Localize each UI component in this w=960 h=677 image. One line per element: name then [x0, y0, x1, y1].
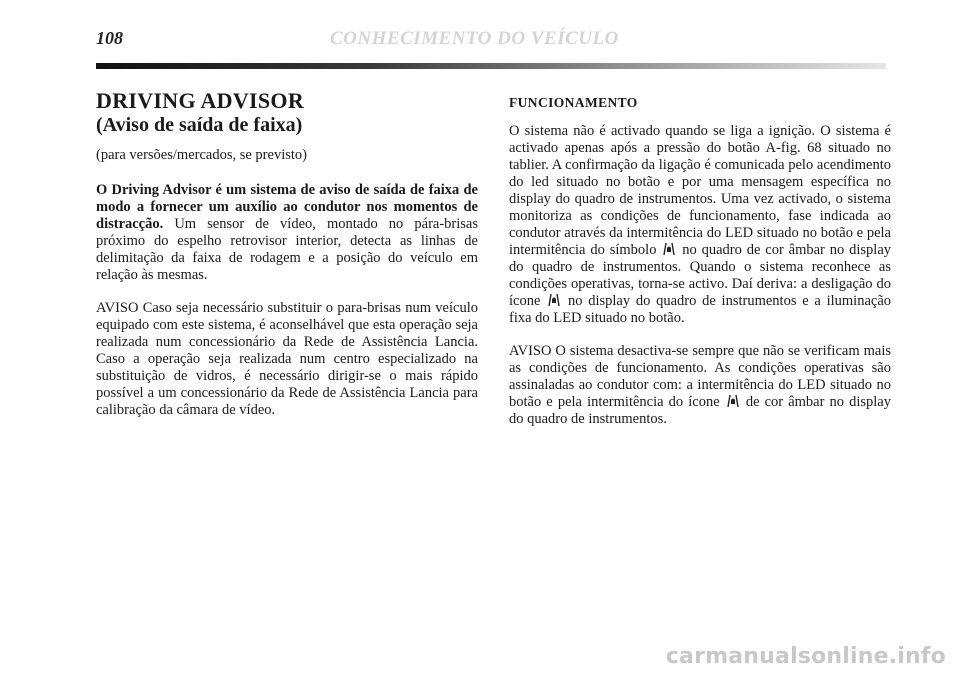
watermark: carmanualsonline.info: [665, 644, 946, 669]
deactivation-warning: [509, 343, 891, 428]
section-subtitle: (Aviso de saída de faixa): [96, 114, 303, 136]
header-rule: [96, 63, 886, 69]
deactivation-text-1: AVISO O sistema desactiva-se sempre que não se verificam mais as condições de funcionamento. As condições operativas são assinaladas ao condutor com: a intermitência do LED situado no botão e pela intermitência do ícone: [509, 343, 891, 410]
left-column: [96, 88, 478, 435]
availability-note: (para versões/mercados, se previsto): [96, 147, 307, 163]
lane-departure-icon: [548, 293, 560, 307]
windscreen-warning: AVISO Caso seja necessário substituir o para-brisas num veículo equipado com este sistema, é aconselhável que esta operação seja realizada num concessionário da Rede de Assistência Lancia. Caso a operação seja realizada num centro especializado na substituição de vidros, é necessário dirigir-se o mais rápido possível a um concessionário da Rede de Assistência Lancia para calibração da câmara de vídeo.: [96, 300, 478, 418]
operation-paragraph: [509, 123, 891, 327]
page-number: 108: [96, 28, 123, 48]
operation-text-1: O sistema não é activado quando se liga a ignição. O sistema é activado apenas após a pressão do botão A-fig. 68 situado no tablier. A confirmação da ligação é comunicada pelo acendimento do led situado no botão e por uma mensagem específica no display do quadro de instrumentos. Uma vez activado, o sistema monitoriza as condições de funcionamento, fase indicada ao condutor através da intermitência do LED situado no botão e pela intermitência do símbolo: [509, 123, 891, 258]
operation-text-3: no display do quadro de instrumentos e a iluminação fixa do LED situado no botão.: [509, 293, 892, 326]
right-column: [509, 88, 891, 444]
intro-paragraph: [96, 182, 478, 284]
lane-departure-icon: [727, 394, 739, 408]
deactivation-text-2: de cor âmbar no display do quadro de instrumentos.: [509, 394, 891, 427]
intro-bold-text: O Driving Advisor é um sistema de aviso de saída de faixa de modo a fornecer um auxílio ao condutor nos momentos de distracção.: [96, 182, 478, 232]
section-title: DRIVING ADVISOR: [96, 88, 305, 113]
operation-text-2: no quadro de cor âmbar no display do quadro de instrumentos. Quando o sistema reconhece as condições operativas, torna-se activo. Daí deriva: a desligação do ícone: [509, 242, 892, 309]
intro-text: Um sensor de vídeo, montado no pára-brisas próximo do espelho retrovisor interior, detecta as linhas de delimitação da faixa de rodagem e a posição do veículo em relação às mesmas.: [96, 216, 478, 283]
operation-heading: FUNCIONAMENTO: [509, 95, 638, 110]
lane-departure-icon: [663, 242, 675, 256]
running-header: CONHECIMENTO DO VEÍCULO: [330, 28, 619, 49]
